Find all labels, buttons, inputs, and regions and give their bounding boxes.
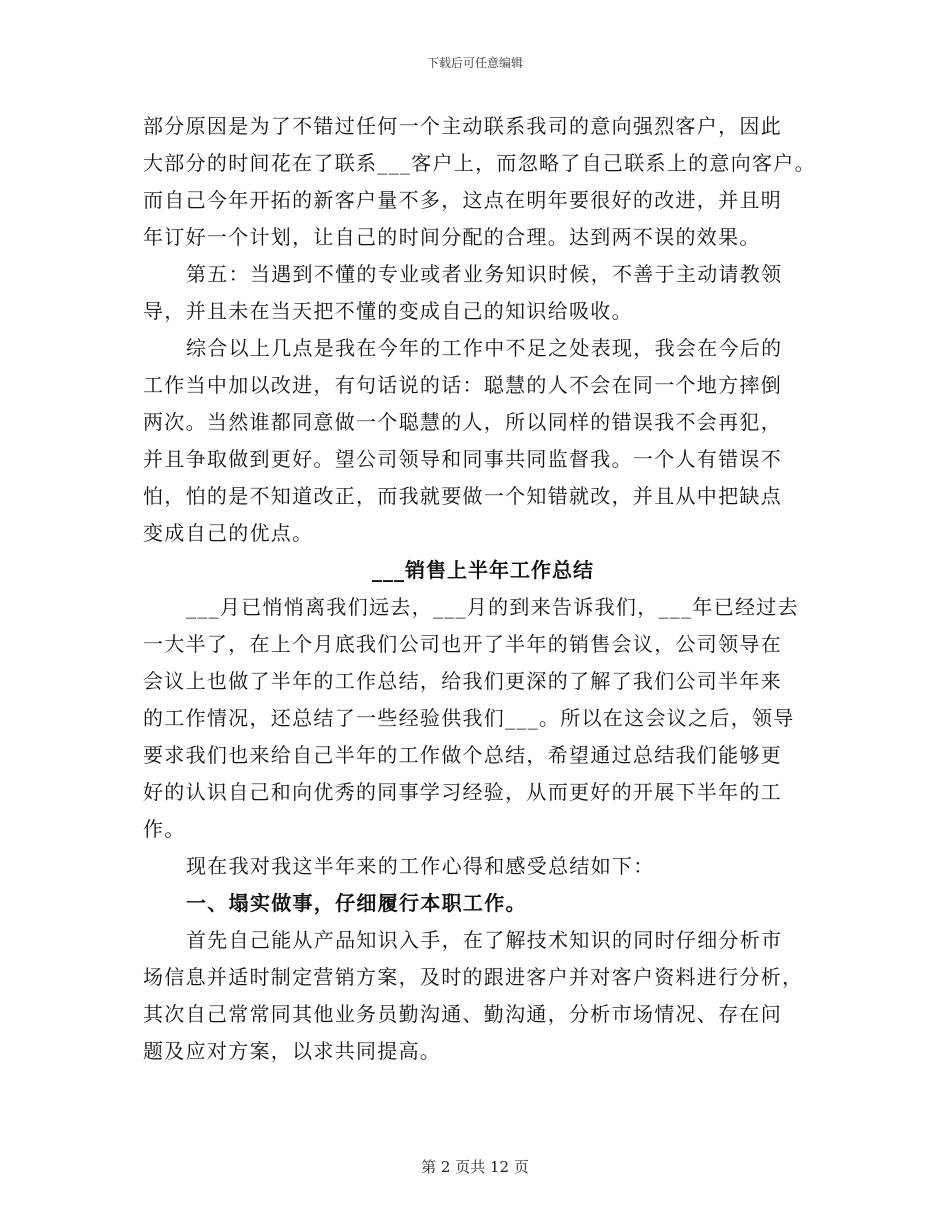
paragraph-line: 第五：当遇到不懂的专业或者业务知识时候，不善于主动请教领 (186, 262, 783, 286)
paragraph-line: 而自己今年开拓的新客户量不多，这点在明年要很好的改进，并且明 (143, 188, 782, 212)
paragraph-line: 的工作情况，还总结了一些经验供我们___。所以在这会议之后，领导 (143, 706, 795, 730)
paragraph-line: 一大半了，在上个月底我们公司也开了半年的销售会议，公司领导在 (143, 632, 782, 656)
paragraph-line: 场信息并适时制定营销方案，及时的跟进客户并对客户资料进行分析， (143, 965, 804, 989)
paragraph-line: 大部分的时间花在了联系___客户上，而忽略了自己联系上的意向客户。 (143, 151, 816, 175)
paragraph-line: 现在我对我这半年来的工作心得和感受总结如下： (186, 854, 655, 878)
paragraph-line: 工作当中加以改进，有句话说的话：聪慧的人不会在同一个地方摔倒 (143, 373, 782, 397)
paragraph-line: 变成自己的优点。 (143, 521, 314, 545)
section-title: ___销售上半年工作总结 (372, 558, 594, 582)
page-header: 下载后可任意编辑 (426, 56, 523, 70)
paragraph-line: 两次。当然谁都同意做一个聪慧的人，所以同样的错误我不会再犯， (143, 410, 782, 434)
paragraph-line: 好的认识自己和向优秀的同事学习经验，从而更好的开展下半年的工 (143, 780, 782, 804)
paragraph-line: 怕，怕的是不知道改正，而我就要做一个知错就改，并且从中把缺点 (143, 484, 782, 508)
paragraph-line: ___月已悄悄离我们远去，___月的到来告诉我们，___年已经过去 (186, 595, 799, 619)
subsection-heading: 一、塌实做事，仔细履行本职工作。 (186, 891, 527, 915)
paragraph-line: 题及应对方案，以求共同提高。 (143, 1039, 442, 1063)
document-body (143, 108, 823, 1070)
paragraph-line: 会议上也做了半年的工作总结，给我们更深的了解了我们公司半年来 (143, 669, 782, 693)
paragraph-line: 作。 (143, 817, 186, 841)
paragraph-line: 导，并且未在当天把不懂的变成自己的知识给吸收。 (143, 299, 633, 323)
paragraph-line: 其次自己常常同其他业务员勤沟通、勤沟通，分析市场情况、存在问 (143, 1002, 782, 1026)
page-footer: 第 2 页共 12 页 (421, 1158, 529, 1176)
paragraph-line: 首先自己能从产品知识入手，在了解技术知识的同时仔细分析市 (186, 928, 783, 952)
paragraph-line: 要求我们也来给自己半年的工作做个总结，希望通过总结我们能够更 (143, 743, 782, 767)
paragraph-line: 年订好一个计划，让自己的时间分配的合理。达到两不误的效果。 (143, 225, 761, 249)
paragraph-line: 综合以上几点是我在今年的工作中不足之处表现，我会在今后的 (186, 336, 783, 360)
paragraph-line: 并且争取做到更好。望公司领导和同事共同监督我。一个人有错误不 (143, 447, 782, 471)
paragraph-line: 部分原因是为了不错过任何一个主动联系我司的意向强烈客户，因此 (143, 114, 782, 138)
